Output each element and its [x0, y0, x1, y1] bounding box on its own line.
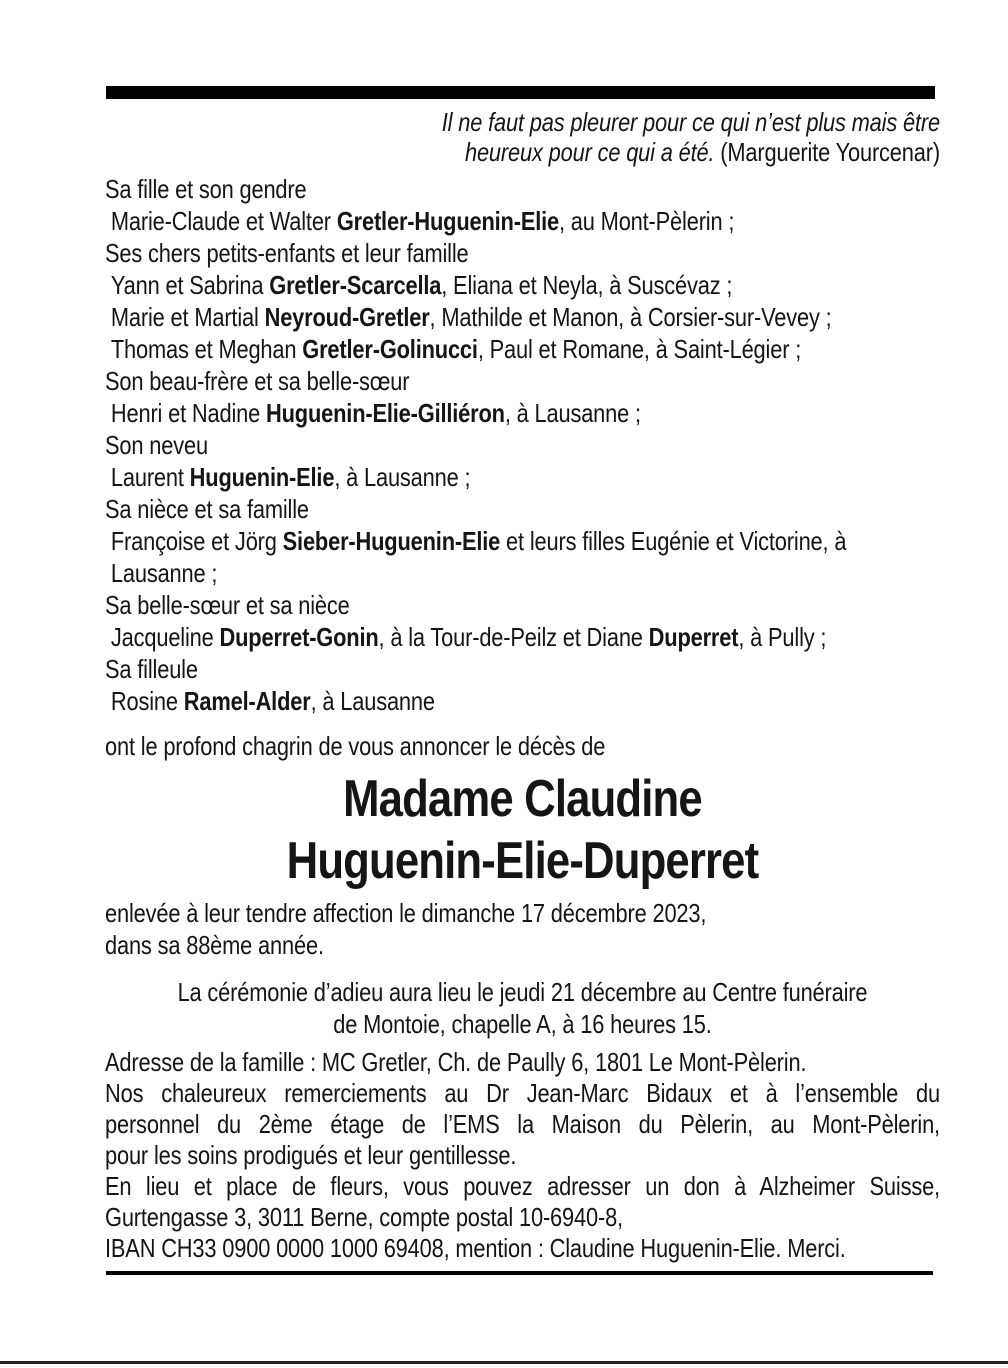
- ceremony-line: La cérémonie d’adieu aura lieu le jeudi 21 décembre au Centre funéraire: [177, 977, 868, 1007]
- family-line: Sa nièce et sa famille: [105, 494, 309, 524]
- deceased-name-line-2: Huguenin-Elie-Duperret: [286, 832, 759, 890]
- ceremony-lines: [105, 976, 940, 1040]
- page-edge-rule: [0, 1361, 1008, 1364]
- family-line: Sa fille et son gendre: [105, 174, 307, 204]
- family-line: Laurent Huguenin-Elie, à Lausanne ;: [110, 462, 471, 492]
- notice-detail-line: Adresse de la famille : MC Gretler, Ch. de Paully 6, 1801 Le Mont-Pèlerin.: [105, 1047, 807, 1077]
- epigraph-line-1: [105, 107, 940, 137]
- announcement-line: ont le profond chagrin de vous annoncer le décès de: [105, 731, 606, 761]
- family-line: Son neveu: [105, 430, 208, 460]
- family-line: Françoise et Jörg Sieber-Huguenin-Elie et leurs filles Eugénie et Victorine, à: [110, 526, 847, 556]
- family-lines: [105, 173, 940, 717]
- ceremony-line: de Montoie, chapelle A, à 16 heures 15.: [333, 1009, 712, 1039]
- family-line: Yann et Sabrina Gretler-Scarcella, Eliana et Neyla, à Suscévaz ;: [110, 270, 733, 300]
- death-notice: [105, 107, 940, 1264]
- family-line: Sa belle-sœur et sa nièce: [105, 590, 350, 620]
- detail-lines: [105, 1047, 940, 1264]
- epigraph-line-2: [105, 137, 940, 167]
- epigraph-italic-text: heureux pour ce qui a été.: [464, 137, 715, 167]
- epigraph-attribution: (Marguerite Yourcenar): [714, 137, 940, 167]
- bottom-rule: [106, 1271, 933, 1275]
- top-rule: [106, 86, 935, 99]
- notice-detail-line: Nos chaleureux remerciements au Dr Jean-Marc Bidaux et à l’ensemble du: [105, 1078, 940, 1108]
- family-line: Jacqueline Duperret-Gonin, à la Tour-de-Peilz et Diane Duperret, à Pully ;: [110, 622, 827, 652]
- deceased-name-line-1: Madame Claudine: [343, 770, 702, 828]
- deceased-name: [105, 768, 940, 892]
- death-lines: [105, 897, 940, 961]
- notice-detail-line: personnel du 2ème étage de l’EMS la Maison du Pèlerin, au Mont-Pèlerin,: [105, 1109, 940, 1139]
- death-line: enlevée à leur tendre affection le dimanche 17 décembre 2023,: [105, 898, 707, 928]
- family-line: Marie-Claude et Walter Gretler-Huguenin-Elie, au Mont-Pèlerin ;: [110, 206, 735, 236]
- epigraph-italic-text: Il ne faut pas pleurer pour ce qui n’est plus mais être: [441, 107, 940, 137]
- family-line: Lausanne ;: [110, 558, 218, 588]
- family-line: Son beau-frère et sa belle-sœur: [105, 366, 410, 396]
- family-line: Thomas et Meghan Gretler-Golinucci, Paul et Romane, à Saint-Légier ;: [110, 334, 802, 364]
- family-line: Rosine Ramel-Alder, à Lausanne: [110, 686, 435, 716]
- family-line: Ses chers petits-enfants et leur famille: [105, 238, 469, 268]
- notice-detail-line: Gurtengasse 3, 3011 Berne, compte postal 10-6940-8,: [105, 1202, 623, 1232]
- family-line: Marie et Martial Neyroud-Gretler, Mathilde et Manon, à Corsier-sur-Vevey ;: [110, 302, 832, 332]
- family-line: Henri et Nadine Huguenin-Elie-Gilliéron, à Lausanne ;: [110, 398, 641, 428]
- notice-detail-line: En lieu et place de fleurs, vous pouvez adresser un don à Alzheimer Suisse,: [105, 1171, 940, 1201]
- notice-detail-line: pour les soins prodigués et leur gentillesse.: [105, 1140, 517, 1170]
- epigraph-quote: [105, 107, 940, 167]
- death-line: dans sa 88ème année.: [105, 930, 324, 960]
- family-line: Sa filleule: [105, 654, 198, 684]
- notice-detail-line: IBAN CH33 0900 0000 1000 69408, mention : Claudine Huguenin-Elie. Merci.: [105, 1233, 846, 1263]
